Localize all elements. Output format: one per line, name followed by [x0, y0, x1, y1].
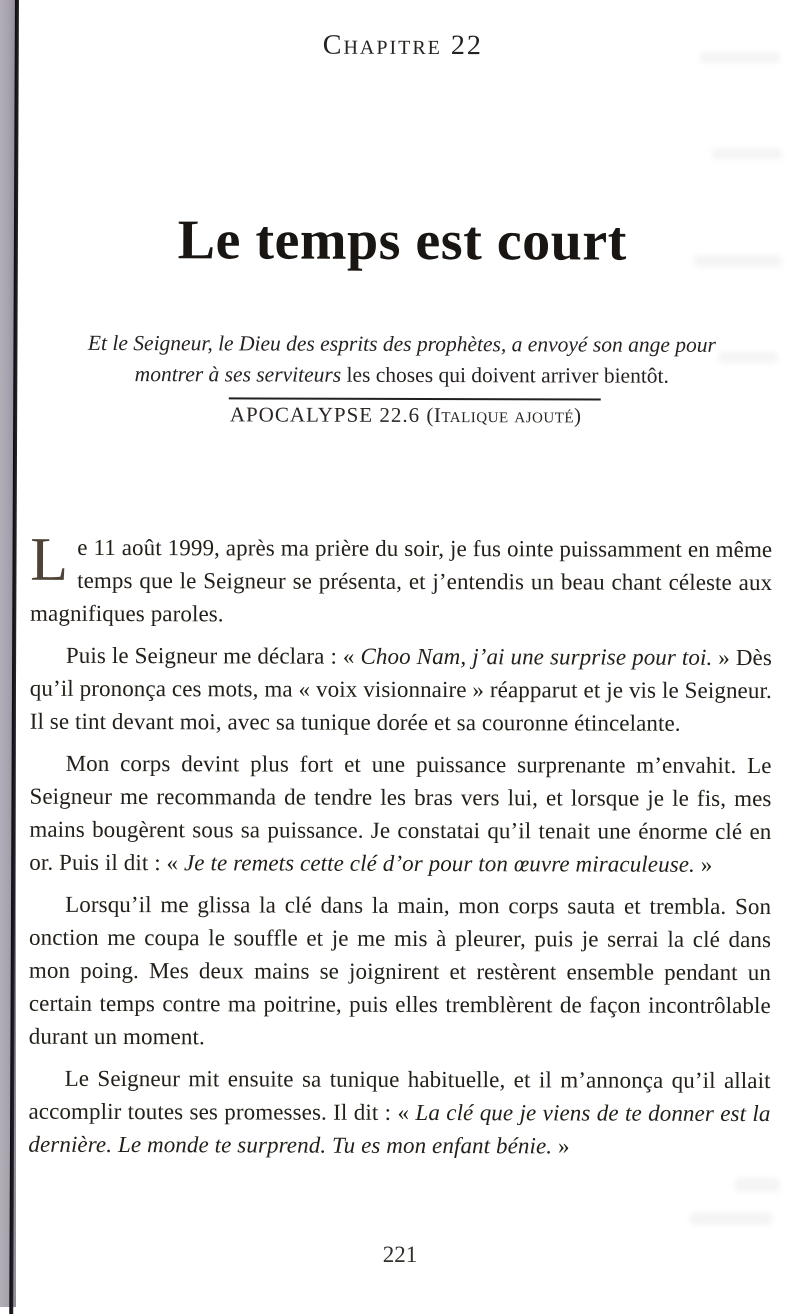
- text-run: Puis le Seigneur me déclara : «: [65, 643, 361, 669]
- text-run-italic: Je te remets cette clé d’or pour ton œuvre miraculeuse.: [183, 850, 695, 878]
- scan-bleed-artifact: [690, 1212, 772, 1225]
- page-number: 221: [382, 1242, 418, 1267]
- paragraph-5: [28, 1062, 770, 1163]
- text-run: »: [694, 852, 713, 878]
- text-run: Le Seigneur mit ensuite sa tunique habituelle, et il m’annonça qu’il allait accomplir toutes ses promesses. Il dit : «: [28, 1066, 771, 1126]
- paragraph-4: [29, 888, 772, 1055]
- book-page: [28, 0, 774, 1172]
- text-run: e 11 août 1999, après ma prière du soir, je fus ointe puissamment en même temps que le Seigneur se présenta, et j’entendis un beau chant céleste aux magnifiques paroles.: [30, 535, 773, 627]
- page-title: Le temps est court: [177, 209, 627, 273]
- drop-cap: L: [30, 525, 69, 595]
- epigraph: [72, 328, 732, 392]
- text-run-italic: La clé que je viens de te donner est la dernière. Le monde te surprend. Tu es mon enfant bénie.: [28, 1100, 771, 1159]
- text-run: » Dès qu’il prononça ces mots, ma « voix visionnaire » réapparut et je vis le Seigneur. Il se tint devant moi, avec sa tunique dorée et sa couronne étincelante.: [29, 645, 772, 736]
- text-run-italic: Choo Nam, j’ai une surprise pour toi.: [360, 643, 713, 671]
- epigraph-source-note: (Italique ajouté): [426, 403, 582, 428]
- text-run: Lorsqu’il me glissa la clé dans la main, mon corps sauta et trembla. Son onction me coupa le souffle et je me mis à pleurer, puis je serrai la clé dans mon poing. Mes deux mains se joignirent et restèrent ensemble pendant un certain temps contre ma poitrine, puis elles tremblèrent de façon incontrôlable durant un moment.: [28, 892, 772, 1050]
- epigraph-source: [35, 402, 777, 429]
- text-run: »: [552, 1133, 570, 1159]
- paragraph-2: [30, 639, 772, 740]
- epigraph-italic-text: Et le Seigneur, le Dieu des esprits des prophètes, a envoyé son ange pour montrer à ses serviteurs: [87, 331, 716, 387]
- scan-bleed-artifact: [735, 1178, 780, 1192]
- attribution-rule: [229, 398, 601, 401]
- chapter-heading: Chapitre 22: [322, 29, 483, 62]
- paragraph-1: [30, 525, 773, 632]
- text-run: Mon corps devint plus fort et une puissance surprenante m’envahit. Le Seigneur me recommanda de tendre les bras vers lui, et lorsque je le fis, mes mains bougèrent sous sa puissance. Je constatai qu’il tenait une énorme clé en or. Puis il dit : «: [29, 751, 772, 876]
- epigraph-normal-text: les choses qui doivent arriver bientôt.: [346, 362, 669, 388]
- body-text: [28, 525, 773, 1163]
- epigraph-source-reference: APOCALYPSE 22.6: [229, 402, 427, 428]
- paragraph-3: [29, 747, 771, 881]
